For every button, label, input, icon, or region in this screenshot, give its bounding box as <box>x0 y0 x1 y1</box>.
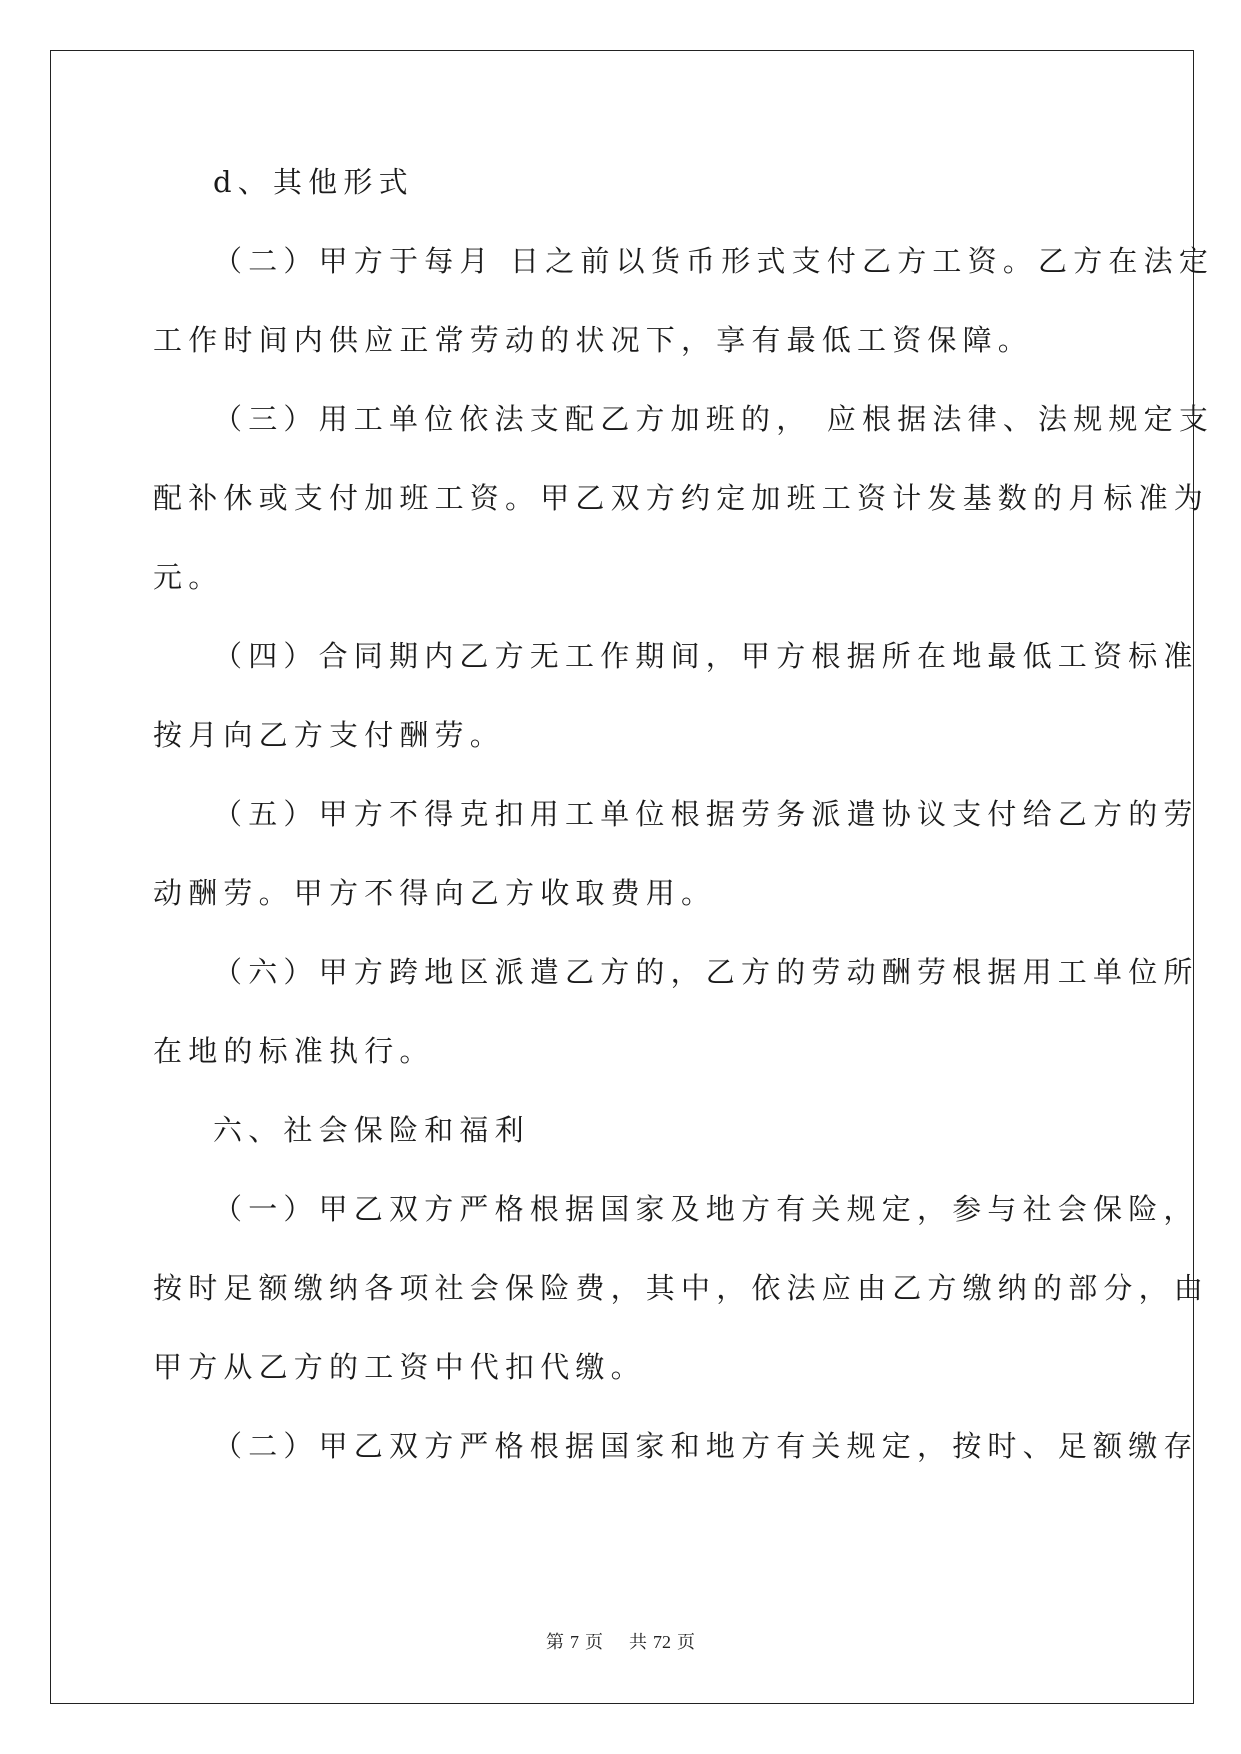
paragraph-line: （二）甲乙双方严格根据国家和地方有关规定，按时、足额缴存 <box>213 1429 1199 1463</box>
paragraph-line: （一）甲乙双方严格根据国家及地方有关规定，参与社会保险， <box>213 1192 1199 1226</box>
document-body <box>153 162 1215 1505</box>
paragraph-line: d、其他形式 <box>213 165 414 199</box>
paragraph-line: （六）甲方跨地区派遣乙方的，乙方的劳动酬劳根据用工单位所 <box>213 955 1199 989</box>
paragraph-line: （三）用工单位依法支配乙方加班的， 应根据法律、法规规定支 <box>213 402 1215 436</box>
page-prefix: 第 <box>546 1632 564 1652</box>
paragraph-line: 动酬劳。甲方不得向乙方收取费用。 <box>153 876 717 910</box>
paragraph-line: 按时足额缴纳各项社会保险费，其中，依法应由乙方缴纳的部分，由 <box>153 1271 1210 1305</box>
paragraph-line: 在地的标准执行。 <box>153 1034 435 1068</box>
total-suffix: 页 <box>677 1632 695 1652</box>
page-footer <box>0 1628 1241 1654</box>
paragraph-line: 工作时间内供应正常劳动的状况下，享有最低工资保障。 <box>153 323 1034 357</box>
section-heading: 六、社会保险和福利 <box>213 1113 530 1147</box>
paragraph-line: （五）甲方不得克扣用工单位根据劳务派遣协议支付给乙方的劳 <box>213 797 1199 831</box>
paragraph-line: 按月向乙方支付酬劳。 <box>153 718 506 752</box>
paragraph-line: 配补休或支付加班工资。甲乙双方约定加班工资计发基数的月标准为 <box>153 481 1210 515</box>
paragraph-line: 甲方从乙方的工资中代扣代缴。 <box>153 1350 646 1384</box>
paragraph-line: 元。 <box>153 560 224 594</box>
page-suffix: 页 <box>585 1632 603 1652</box>
page-number: 7 <box>570 1632 579 1652</box>
total-pages: 72 <box>653 1632 671 1652</box>
paragraph-line: （二）甲方于每月 日之前以货币形式支付乙方工资。乙方在法定 <box>213 244 1215 278</box>
total-prefix: 共 <box>629 1632 647 1652</box>
paragraph-line: （四）合同期内乙方无工作期间，甲方根据所在地最低工资标准 <box>213 639 1199 673</box>
